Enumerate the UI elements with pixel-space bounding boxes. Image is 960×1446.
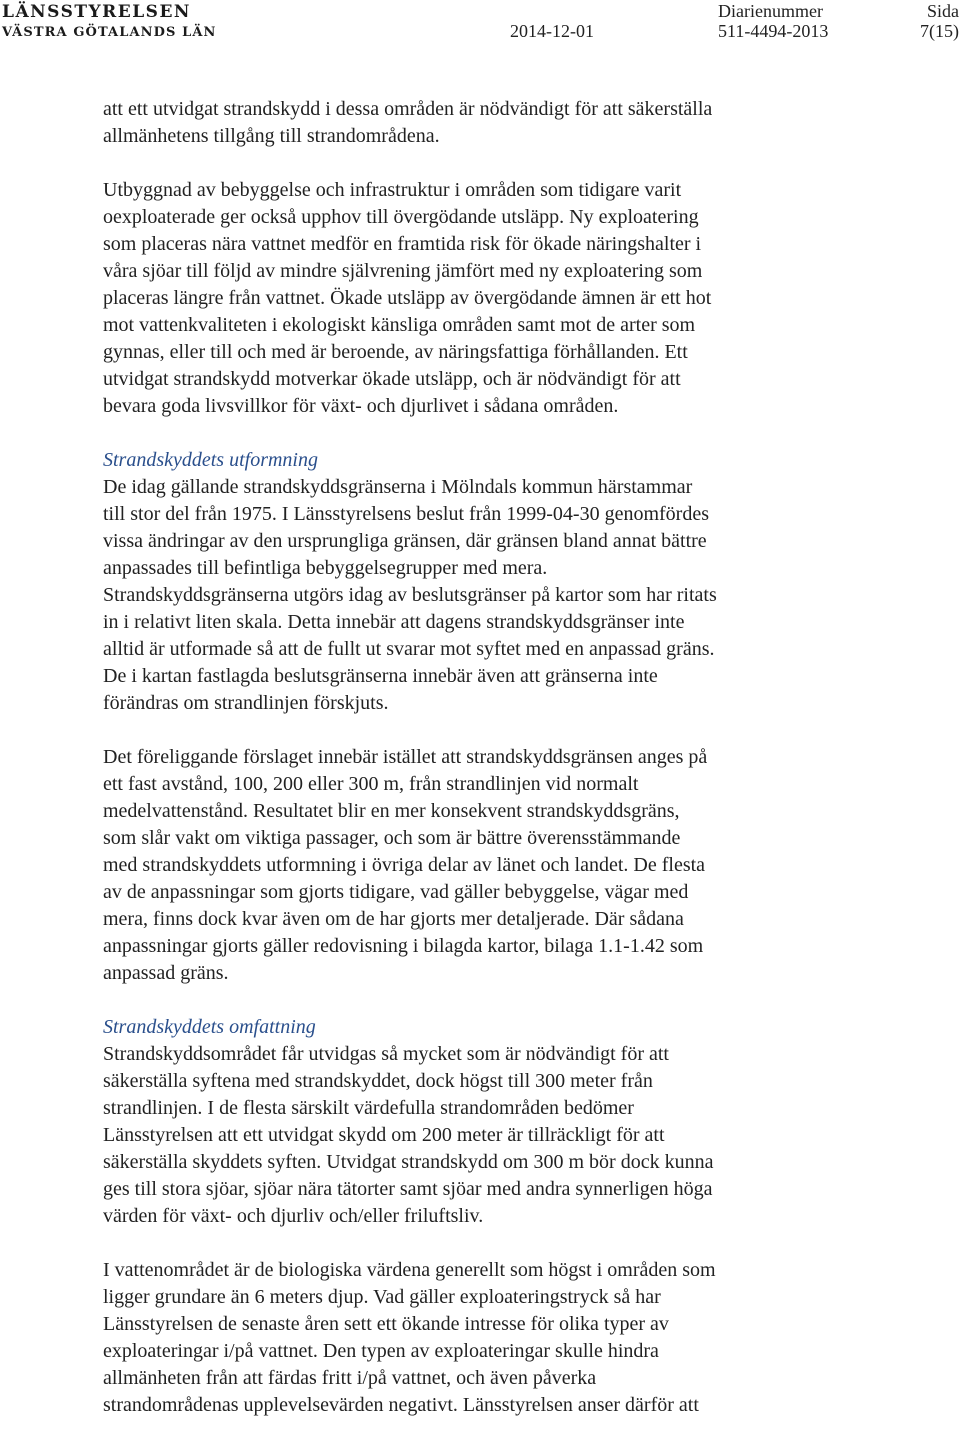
text-line: våra sjöar till följd av mindre självrening jämfört med ny exploatering som [103,260,703,282]
text-line: alltid är utformade så att de fullt ut svarar mot syftet med en anpassad gräns. [103,638,715,660]
text-line: vissa ändringar av den ursprungliga gränsen, där gränsen bland annat bättre [103,530,707,552]
paragraph-eutrophication [103,177,833,420]
text-line: Utbyggnad av bebyggelse och infrastruktur i områden som tidigare varit [103,179,682,201]
text-line: strandområdenas upplevelsevärden negativt. Länsstyrelsen anser därför att [103,1394,699,1416]
text-line: Strandskyddsområdet får utvidgas så mycket som är nödvändigt för att [103,1043,669,1065]
page-header [0,0,960,60]
text-line: gynnas, eller till och med är beroende, av näringsfattiga förhållanden. Ett [103,341,688,363]
section-extent [103,1014,833,1230]
text-line: De idag gällande strandskyddsgränserna i Mölndals kommun härstammar [103,476,693,498]
paragraph-proposal [103,744,833,987]
text-line: Det föreliggande förslaget innebär istället att strandskyddsgränsen anges på [103,746,708,768]
text-line: placeras längre från vattnet. Ökade utsläpp av övergödande ämnen är ett hot [103,287,712,309]
text-line: som placeras nära vattnet medför en framtida risk för ökade näringshalter i [103,233,702,255]
text-line: mera, finns dock kvar även om de har gjorts mer detaljerade. Där sådana [103,908,684,930]
text-line: I vattenområdet är de biologiska värdena generellt som högst i områden som [103,1259,716,1281]
document-date: 2014-12-01 [510,21,594,41]
paragraph-water-area [103,1257,833,1419]
text-line: medelvattenstånd. Resultatet blir en mer konsekvent strandskyddsgräns, [103,800,680,822]
text-line: bevara goda livsvillkor för växt- och djurlivet i sådana områden. [103,395,619,417]
text-line: ligger grundare än 6 meters djup. Vad gäller exploateringstryck så har [103,1286,661,1308]
agency-logo-name: LÄNSSTYRELSEN [2,2,191,22]
text-line: att ett utvidgat strandskydd i dessa områden är nödvändigt för att säkerställa [103,98,713,120]
agency-logo-county: VÄSTRA GÖTALANDS LÄN [2,25,217,40]
text-line: säkerställa syftena med strandskyddet, dock högst till 300 meter från [103,1070,653,1092]
text-line: förändras om strandlinjen förskjuts. [103,692,389,714]
text-line: in i relativt liten skala. Detta innebär att dagens strandskyddsgränser inte [103,611,685,633]
diarie-label: Diarienummer [718,1,823,21]
text-line: med strandskyddets utformning i övriga delar av länet och landet. De flesta [103,854,706,876]
text-line: exploateringar i/på vattnet. Den typen av exploateringar skulle hindra [103,1340,659,1362]
text-line: anpassades till befintliga bebyggelsegrupper med mera. [103,557,548,579]
text-line: värden för växt- och djurliv och/eller friluftsliv. [103,1205,484,1227]
text-line: strandlinjen. I de flesta särskilt värdefulla strandområden bedömer [103,1097,634,1119]
text-line: allmänhetens tillgång till strandområdena. [103,125,440,147]
text-line: säkerställa skyddets syften. Utvidgat strandskydd om 300 m bör dock kunna [103,1151,714,1173]
text-line: anpassningar gjorts gäller redovisning i bilagda kartor, bilaga 1.1-1.42 som [103,935,704,957]
text-line: till stor del från 1975. I Länsstyrelsens beslut från 1999-04-30 genomfördes [103,503,709,525]
text-line: som slår vakt om viktiga passager, och som är bättre överensstämmande [103,827,681,849]
text-line: utvidgat strandskydd motverkar ökade utsläpp, och är nödvändigt för att [103,368,681,390]
section-heading-extent: Strandskyddets omfattning [103,1016,316,1038]
text-line: Länsstyrelsen de senaste åren sett ett ökande intresse för olika typer av [103,1313,669,1335]
paragraph-access [103,96,833,150]
text-line: av de anpassningar som gjorts tidigare, vad gäller bebyggelse, vägar med [103,881,689,903]
text-line: anpassad gräns. [103,962,229,984]
section-heading-design: Strandskyddets utformning [103,449,318,471]
text-line: Länsstyrelsen att ett utvidgat skydd om 200 meter är tillräckligt för att [103,1124,665,1146]
text-line: ett fast avstånd, 100, 200 eller 300 m, från strandlinjen vid normalt [103,773,639,795]
page-number: 7(15) [920,21,959,41]
text-line: Strandskyddsgränserna utgörs idag av beslutsgränser på kartor som har ritats [103,584,717,606]
page-label: Sida [926,1,959,21]
text-line: oexploaterade ger också upphov till övergödande utsläpp. Ny exploatering [103,206,699,228]
text-line: mot vattenkvaliteten i ekologiskt känsliga områden samt mot de arter som [103,314,696,336]
document-body [103,96,833,1446]
text-line: De i kartan fastlagda beslutsgränserna innebär även att gränserna inte [103,665,658,687]
section-design [103,447,833,717]
text-line: ges till stora sjöar, sjöar nära tätorter samt sjöar med andra synnerligen höga [103,1178,713,1200]
diarie-number: 511-4494-2013 [718,21,829,41]
text-line: allmänheten från att färdas fritt i/på vattnet, och även påverka [103,1367,597,1389]
